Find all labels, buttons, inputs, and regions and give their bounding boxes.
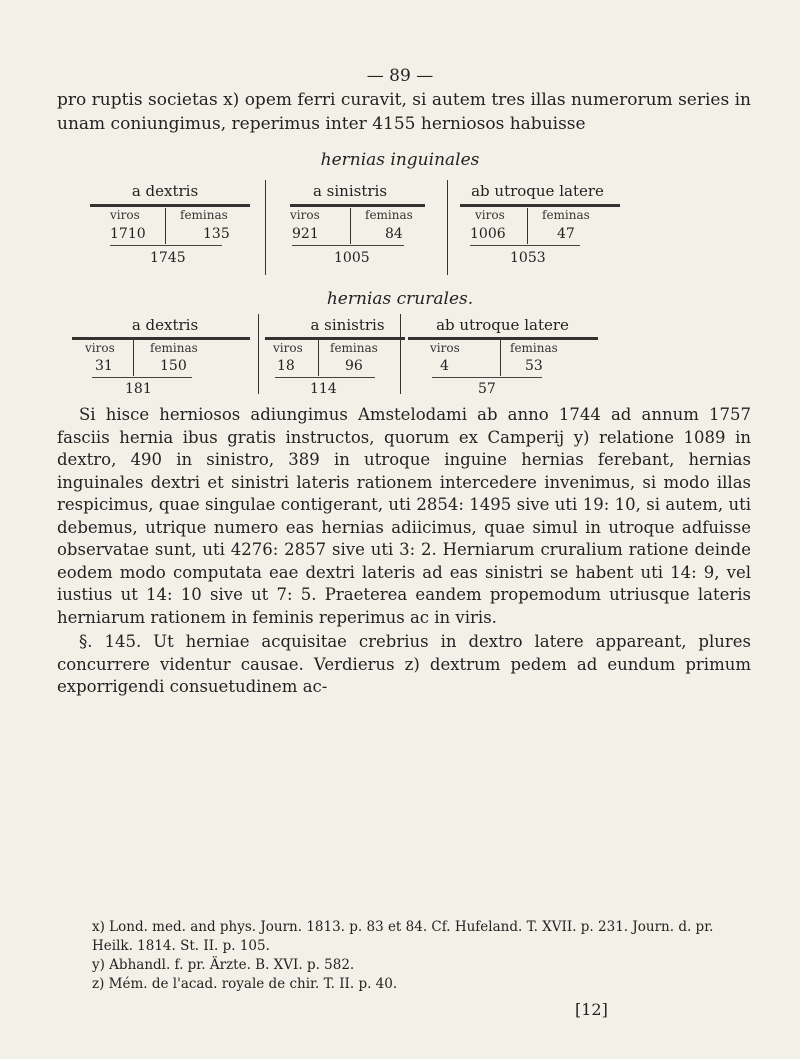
sub-label: viros (110, 208, 140, 222)
count-right: 53 (525, 358, 543, 374)
divider (72, 337, 250, 340)
count-total: 114 (310, 381, 337, 397)
brace (292, 245, 404, 246)
column-separator (265, 180, 266, 275)
paragraph: §. 145. Ut herniae acquisitae crebrius in dextro latere appareant, plures concurrere videntur causae. Verdierus z) dextrum pedem ad eundum primum exporrigendi consuetudinem ac- (57, 632, 751, 696)
count-left: 18 (277, 358, 295, 374)
sub-label: feminas (510, 341, 558, 355)
divider (165, 208, 166, 244)
brace (432, 377, 542, 378)
count-total: 57 (478, 381, 496, 397)
column-separator (258, 314, 259, 394)
count-left: 4 (440, 358, 449, 374)
count-left: 31 (95, 358, 113, 374)
count-total: 1053 (510, 250, 546, 266)
group-header: ab utroque latere (471, 182, 604, 200)
brace (92, 377, 192, 378)
intro-paragraph (57, 88, 751, 136)
group-header: a dextris (131, 182, 199, 200)
group-header: ab utroque latere (436, 316, 569, 334)
divider (90, 204, 250, 207)
sub-label: viros (273, 341, 303, 355)
brace (470, 245, 580, 246)
count-right: 150 (160, 358, 187, 374)
divider (265, 337, 405, 340)
footnote: y) Abhandl. f. pr. Ärzte. B. XVI. p. 582. (92, 957, 355, 973)
sub-label: viros (430, 341, 460, 355)
count-left: 921 (292, 226, 319, 242)
count-right: 47 (557, 226, 575, 242)
count-total: 1005 (334, 250, 370, 266)
count-right: 84 (385, 226, 403, 242)
group-header: a sinistris (310, 316, 385, 334)
sub-label: feminas (365, 208, 413, 222)
sub-label: viros (85, 341, 115, 355)
page-number: — 89 — (366, 66, 434, 86)
footnote: x) Lond. med. and phys. Journ. 1813. p. 83 et 84. Cf. Hufeland. T. XVII. p. 231. Journ. d. pr. Heilk. 1814. St. II. p. 105. (92, 919, 714, 954)
group-header: a dextris (131, 316, 199, 334)
count-total: 181 (125, 381, 152, 397)
divider (527, 208, 528, 244)
section-title-inguinales: hernias inguinales (320, 150, 480, 170)
divider (500, 340, 501, 376)
group-header: a sinistris (312, 182, 388, 200)
count-right: 96 (345, 358, 363, 374)
sub-label: feminas (330, 341, 378, 355)
sub-label: viros (475, 208, 505, 222)
divider (460, 204, 620, 207)
sub-label: feminas (542, 208, 590, 222)
section-title-crurales: hernias crurales. (326, 289, 474, 309)
brace (275, 377, 375, 378)
divider (408, 337, 598, 340)
divider (290, 204, 425, 207)
footnote: z) Mém. de l'acad. royale de chir. T. II. p. 40. (92, 976, 398, 992)
footnotes (92, 918, 752, 994)
count-right: 135 (203, 226, 230, 242)
divider (133, 340, 134, 376)
sub-label: viros (290, 208, 320, 222)
paragraph: Si hisce herniosos adiungimus Amstelodami ab anno 1744 ad annum 1757 fasciis hernia ibus gratis instructos, quorum ex Camperij y) relatione 1089 in dextro, 490 in sinistro, 389 in utroque inguine hernias ferebant, hernias inguinales dextri et sinistri lateris rationem intercedere invenimus, si modo illas respicimus, quae singulae contigerant, uti 2854: 1495 sive uti 19: 10, si autem, uti debemus, utrique numero eas hernias adiicimus, quae simul in utroque adfuisse observatae sunt, uti 4276: 2857 sive uti 3: 2. Herniarum cruralium ratione deinde eodem modo computata eae dextri lateris ad eas sinistri se habent uti 14: 9, vel iustius ut 14: 10 sive ut 7: 5. Praeterea eandem propemodum utriusque lateris herniarum rationem in feminis reperimus ac in viris. (57, 405, 751, 627)
count-left: 1710 (110, 226, 146, 242)
count-left: 1006 (470, 226, 506, 242)
brace (110, 245, 222, 246)
divider (318, 340, 319, 376)
body-text (57, 404, 751, 699)
signature-mark: [12] (575, 1000, 608, 1019)
sub-label: feminas (150, 341, 198, 355)
column-separator (447, 180, 448, 275)
sub-label: feminas (180, 208, 228, 222)
column-separator (400, 314, 401, 394)
intro-text: pro ruptis societas x) opem ferri curavit, si autem tres illas numerorum series in unam coniungimus, reperimus inter 4155 herniosos habuisse (57, 90, 752, 134)
divider (350, 208, 351, 244)
count-total: 1745 (150, 250, 186, 266)
